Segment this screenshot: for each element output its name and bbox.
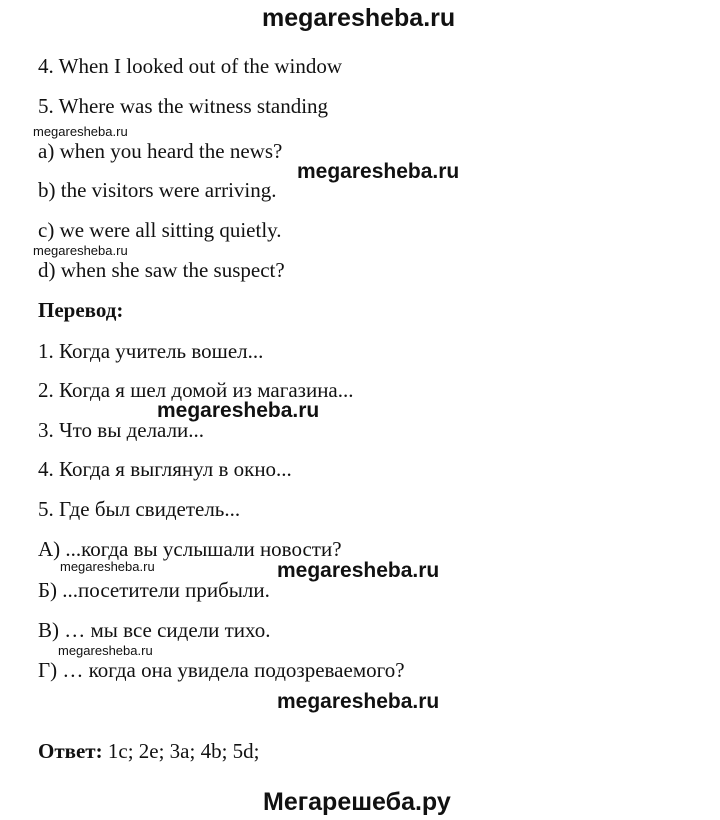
watermark-small: megaresheba.ru: [33, 243, 128, 258]
translation-heading: Перевод:: [38, 298, 124, 322]
english-option-b: b) the visitors were arriving.: [38, 178, 277, 202]
answer-label: Ответ:: [38, 739, 103, 763]
translation-line-5: 5. Где был свидетель...: [38, 497, 241, 521]
answer-value: 1c; 2e; 3a; 4b; 5d;: [107, 739, 260, 763]
watermark-small: megaresheba.ru: [58, 643, 153, 658]
english-option-d: d) when she saw the suspect?: [38, 258, 285, 282]
translation-line-3: 3. Что вы делали...: [38, 418, 205, 442]
watermark-small: megaresheba.ru: [33, 124, 128, 139]
answer-line: [38, 741, 260, 762]
english-line-4: 4. When I looked out of the window: [38, 54, 343, 78]
translation-option-b: Б) ...посетители прибыли.: [38, 578, 270, 602]
english-line-5: 5. Where was the witness standing: [38, 94, 329, 118]
translation-line-1: 1. Когда учитель вошел...: [38, 339, 264, 363]
site-header-watermark: megaresheba.ru: [262, 4, 456, 32]
translation-line-2: 2. Когда я шел домой из магазина...: [38, 378, 354, 402]
translation-line-4: 4. Когда я выглянул в окно...: [38, 457, 292, 481]
site-footer-watermark: Мегарешеба.ру: [263, 788, 451, 816]
watermark-big: megaresheba.ru: [277, 559, 440, 582]
english-option-c: c) we were all sitting quietly.: [38, 218, 282, 242]
watermark-big: megaresheba.ru: [297, 160, 460, 183]
watermark-big: megaresheba.ru: [157, 399, 320, 422]
watermark-big: megaresheba.ru: [277, 690, 440, 713]
english-option-a: a) when you heard the news?: [38, 139, 283, 163]
translation-option-a: А) ...когда вы услышали новости?: [38, 537, 342, 561]
watermark-small: megaresheba.ru: [60, 559, 155, 574]
translation-option-d: Г) … когда она увидела подозреваемого?: [38, 658, 405, 682]
translation-option-c: В) … мы все сидели тихо.: [38, 618, 271, 642]
